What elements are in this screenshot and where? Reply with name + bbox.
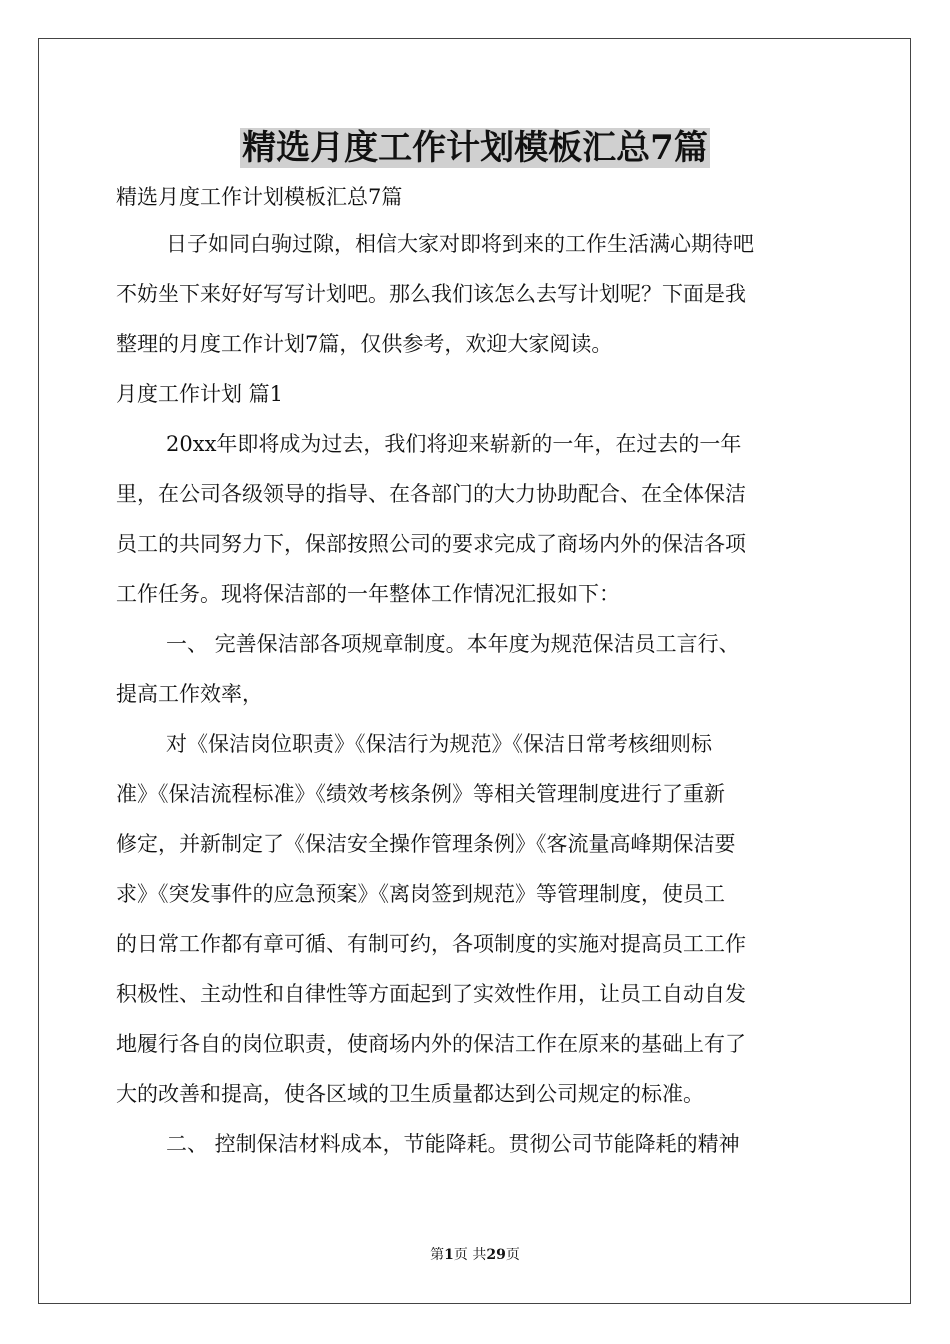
paragraph-line: 一、 完善保洁部各项规章制度。本年度为规范保洁员工言行、	[166, 632, 740, 656]
paragraph-line: 不妨坐下来好好写写计划吧。那么我们该怎么去写计划呢？下面是我	[116, 282, 746, 306]
paragraph-line: 整理的月度工作计划7篇，仅供参考，欢迎大家阅读。	[116, 332, 613, 356]
page-total: 29	[486, 1247, 506, 1263]
paragraph-line: 提高工作效率，	[116, 682, 263, 706]
paragraph-line: 准》《保洁流程标准》《绩效考核条例》等相关管理制度进行了重新	[116, 782, 725, 806]
section-heading: 月度工作计划 篇1	[116, 382, 284, 406]
paragraph-line: 二、 控制保洁材料成本，节能降耗。贯彻公司节能降耗的精神	[166, 1132, 740, 1156]
paragraph-line: 修定，并新制定了《保洁安全操作管理条例》《客流量高峰期保洁要	[116, 832, 736, 856]
page-mid: 页 共	[453, 1247, 487, 1263]
document-title-text: 精选月度工作计划模板汇总7篇	[242, 128, 708, 168]
document-title	[0, 126, 950, 170]
paragraph-line: 大的改善和提高，使各区域的卫生质量都达到公司规定的标准。	[116, 1082, 704, 1106]
page-prefix: 第	[430, 1247, 445, 1263]
page-number: 1	[444, 1247, 454, 1263]
page-footer	[0, 1246, 950, 1264]
document-body	[116, 183, 836, 1169]
document-subtitle: 精选月度工作计划模板汇总7篇	[116, 185, 403, 209]
paragraph-line: 员工的共同努力下，保部按照公司的要求完成了商场内外的保洁各项	[116, 532, 746, 556]
page-suffix: 页	[505, 1247, 520, 1263]
paragraph-line: 的日常工作都有章可循、有制可约，各项制度的实施对提高员工工作	[116, 932, 746, 956]
paragraph-line: 日子如同白驹过隙，相信大家对即将到来的工作生活满心期待吧	[166, 232, 754, 256]
paragraph-line: 里，在公司各级领导的指导、在各部门的大力协助配合、在全体保洁	[116, 482, 746, 506]
paragraph-line: 求》《突发事件的应急预案》《离岗签到规范》等管理制度，使员工	[116, 882, 725, 906]
paragraph-line: 地履行各自的岗位职责，使商场内外的保洁工作在原来的基础上有了	[116, 1032, 746, 1056]
paragraph-line: 积极性、主动性和自律性等方面起到了实效性作用，让员工自动自发	[116, 982, 746, 1006]
paragraph-line: 工作任务。现将保洁部的一年整体工作情况汇报如下：	[116, 582, 620, 606]
paragraph-line: 对《保洁岗位职责》《保洁行为规范》《保洁日常考核细则标	[166, 732, 712, 756]
paragraph-line: 20xx年即将成为过去，我们将迎来崭新的一年，在过去的一年	[166, 432, 742, 456]
